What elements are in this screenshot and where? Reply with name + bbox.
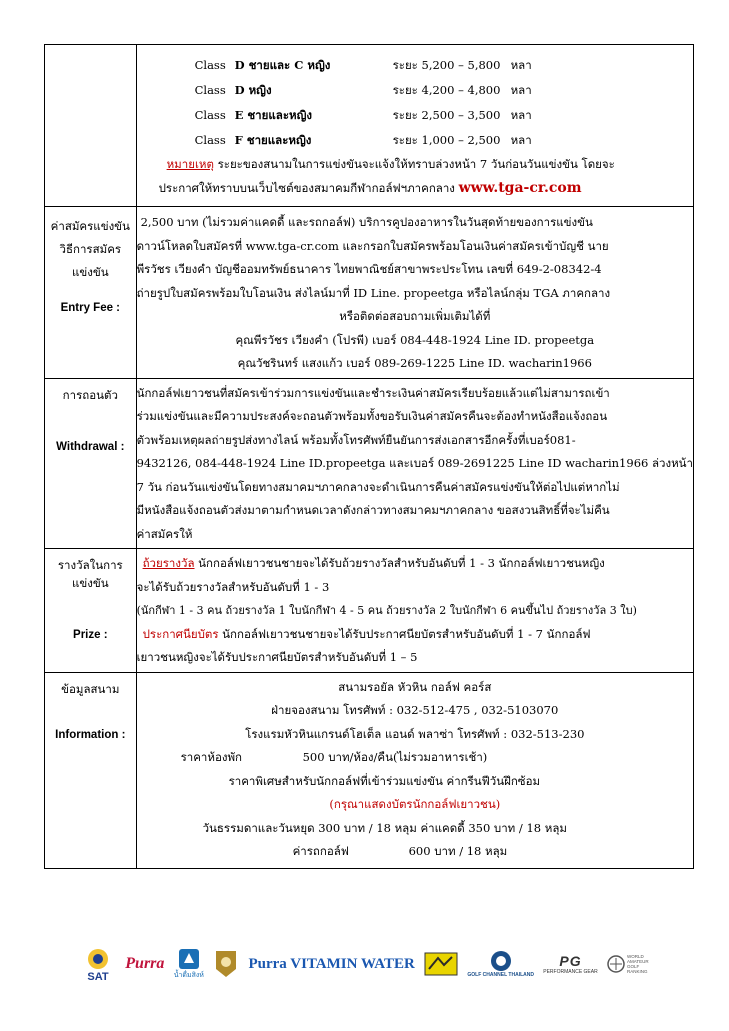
golf-channel-logo: GOLF CHANNEL THAILAND [467,950,534,978]
trophy-line [137,552,693,576]
class-range: ระยะ 1,000 – 2,500 [392,133,501,147]
prize-label-cell [45,549,137,673]
entry-fee-label-cell [45,207,137,379]
cart-price: 600 บาท / 18 หลุม [408,844,508,858]
purra-logo: Purra [125,955,165,972]
withdrawal-line: 9432126, 084-448-1924 Line ID.propeetga และเบอร์ 089-2691225 Line ID wacharin1966 ล่วงหน้า [136,456,693,470]
note-text: ระยะของสนามในการแข่งขันจะแจ้งให้ทราบล่วงหน้า 7 วันก่อนวันแข่งขัน โดยจะ [213,157,615,171]
class-line [137,78,693,103]
class-range: ระยะ 2,500 – 3,500 [392,108,501,122]
apply-method-label-th: วิธีการสมัครแข่งขัน [59,242,122,279]
class-line [137,53,693,78]
class-unit: หลา [510,83,532,97]
class-range: ระยะ 5,200 – 5,800 [392,58,501,72]
information-label-cell [45,672,137,868]
prize-label-th: รางวัลในการแข่งขัน [57,558,123,590]
certificate-text: นักกอล์ฟเยาวชนชายจะได้รับประกาศนียบัตรสำหรับอันดับที่ 1 - 7 นักกอล์ฟ [218,626,591,641]
class-name: F ชายและหญิง [234,133,312,147]
trophy-text: จะได้รับถ้วยรางวัลสำหรับอันดับที่ 1 - 3 [136,579,330,594]
sponsor-logos [80,944,655,984]
class-name: D ชายและ C หญิง [234,58,331,72]
performance-gear-logo: PG PERFORMANCE GEAR [543,953,598,975]
entry-fee-row [45,207,694,379]
note-tag: หมายเหตุ [166,157,214,171]
entry-fee-content [136,207,693,379]
certificate-line [137,623,693,647]
room-price-label: ราคาห้องพัก [180,750,243,764]
entry-fee-line: ถ่ายรูปใบสมัครพร้อมใบโอนเงิน ส่งไลน์มาที่ ID Line. propeetga หรือไลน์กลุ่ม TGA ภาคกลาง [136,285,611,300]
entry-fee-label-th: ค่าสมัครแข่งขัน [50,219,130,233]
information-label-th: ข้อมูลสนาม [61,681,120,696]
trophy-note: (นักกีฬา 1 - 3 คน ถ้วยรางวัล 1 ใบนักกีฬา 4 - 5 คน ถ้วยรางวัล 2 ใบนักกีฬา 6 คนขึ้นไป ถ้วยรางวัล 3 ใบ) [136,604,637,617]
entry-fee-label-en: Entry Fee : [60,302,121,314]
contact-intro: หรือติดต่อสอบถามเพิ่มเติมได้ที่ [339,309,491,323]
withdrawal-line: ตัวพร้อมเหตุผลถ่ายรูปส่งทางไลน์ พร้อมทั้งโทรศัพท์ยืนยันการส่งเอกสารอีกครั้งที่เบอร์081- [136,432,576,447]
withdrawal-line: 7 วัน ก่อนวันแข่งขันโดยทางสมาคมฯภาคกลางจะดำเนินการคืนค่าสมัครแข่งขันให้ต่อไปแต่หากไม่ [136,479,620,494]
cart-price-label: ค่ารถกอล์ฟ [292,844,349,858]
course-name: สนามรอยัล หัวหิน กอล์ฟ คอร์ส [338,679,492,694]
class-unit: หลา [510,108,532,122]
certificate-tag: ประกาศนียบัตร [142,626,219,641]
class-label: Class [194,133,226,147]
note-text: ประกาศให้ทราบบนเว็บไซต์ของสมาคมกีฬากอล์ฟฯภาคกลาง [158,180,459,195]
wagr-logo: WORLD AMATEUR GOLF RANKING [607,954,655,974]
withdrawal-line: ค่าสมัครให้ [136,526,193,541]
contact-line: คุณพีรวัชร เวียงคำ (โปรพี) เบอร์ 084-448-1924 Line ID. propeetga [235,332,595,347]
information-row [45,672,694,868]
purra-vitamin-logo: Purra VITAMIN WATER [248,956,415,972]
class-label: Class [194,108,226,122]
prize-row [45,549,694,673]
sat-logo [80,945,116,983]
class-content [136,45,693,207]
withdrawal-line: นักกอล์ฟเยาวชนที่สมัครเข้าร่วมการแข่งขันและชำระเงินค่าสมัครเรียบร้อยแล้วแต่ไม่สามารถเข้า [136,385,610,400]
prize-content [136,549,693,673]
trophy-text: นักกอล์ฟเยาวชนชายจะได้รับถ้วยรางวัลสำหรับอันดับที่ 1 - 3 นักกอล์ฟเยาวชนหญิง [194,556,605,570]
class-line [137,128,693,153]
withdrawal-label-th: การถอนตัว [62,387,118,402]
prize-label-en: Prize : [73,629,108,641]
svg-text:SAT: SAT [87,971,109,983]
singha-logo [213,949,239,979]
tournament-table [44,44,694,869]
room-price-line [137,746,693,770]
withdrawal-content [136,378,693,549]
class-line [137,103,693,128]
class-label: Class [194,83,226,97]
entry-fee-line: พีรวัชร เวียงคำ บัญชีออมทรัพย์ธนาคาร ไทยพาณิชย์สาขาพระประโทน เลขที่ 649-2-08342-4 [136,262,602,276]
show-card-note: (กรุณาแสดงบัตรนักกอล์ฟเยาวชน) [329,797,501,811]
information-content [136,672,693,868]
withdrawal-line: ร่วมแข่งขันและมีความประสงค์จะถอนตัวพร้อมทั้งขอรับเงินค่าสมัครคืนจะต้องทำหนังสือแจ้งถอน [136,409,608,423]
certificate-text: เยาวชนหญิงจะได้รับประกาศนียบัตรสำหรับอันดับที่ 1 – 5 [136,650,418,664]
booking-phone: ฝ่ายจองสนาม โทรศัพท์ : 032-512-475 , 032-5103070 [271,703,559,717]
green-fee-line: วันธรรมดาและวันหยุด 300 บาท / 18 หลุม ค่าแคดดี้ 350 บาท / 18 หลุม [202,820,567,835]
yellow-sponsor-logo [424,952,458,976]
cart-price-line [137,840,693,864]
class-unit: หลา [510,133,532,147]
note-line [137,177,693,201]
empty-label-cell [45,45,137,207]
class-label: Class [194,58,226,72]
room-price: 500 บาท/ห้อง/คืน(ไม่รวมอาหารเช้า) [302,750,488,764]
hotel-info: โรงแรมหัวหินแกรนด์โฮเต็ล แอนด์ พลาซ่า โทรศัพท์ : 032-513-230 [245,726,585,741]
contact-line: คุณวัชรินทร์ แสงแก้ว เบอร์ 089-269-1225 Line ID. wacharin1966 [237,356,592,370]
class-range: ระยะ 4,200 – 4,800 [392,83,501,97]
website-link[interactable]: www.tga-cr.com [458,179,582,196]
withdrawal-label-cell [45,378,137,549]
class-name: E ชายและหญิง [234,108,312,122]
withdrawal-row [45,378,694,549]
withdrawal-line: มีหนังสือแจ้งถอนตัวส่งมาตามกำหนดเวลาดังกล่าวทางสมาคมฯภาคกลาง ขอสงวนสิทธิ์ที่จะไม่คืน [136,503,610,517]
singha-water-logo: น้ำดื่มสิงห์ [174,948,204,981]
class-row [45,45,694,207]
withdrawal-label-en: Withdrawal : [56,440,125,453]
class-unit: หลา [510,58,532,72]
information-label-en: Information : [55,728,126,741]
note-line [137,153,693,177]
trophy-tag: ถ้วยรางวัล [142,556,195,570]
class-name: D หญิง [234,83,272,97]
entry-fee-line: ดาวน์โหลดใบสมัครที่ www.tga-cr.com และกรอกใบสมัครพร้อมโอนเงินค่าสมัครเข้าบัญชี นาย [136,238,609,253]
special-price: ราคาพิเศษสำหรับนักกอล์ฟที่เข้าร่วมแข่งขัน ค่ากรีนฟีวันฝึกซ้อม [228,773,541,788]
entry-fee-line: 2,500 บาท (ไม่รวมค่าแคดดี้ และรถกอล์ฟ) บริการคูปองอาหารในวันสุดท้ายของการแข่งขัน [140,215,593,229]
